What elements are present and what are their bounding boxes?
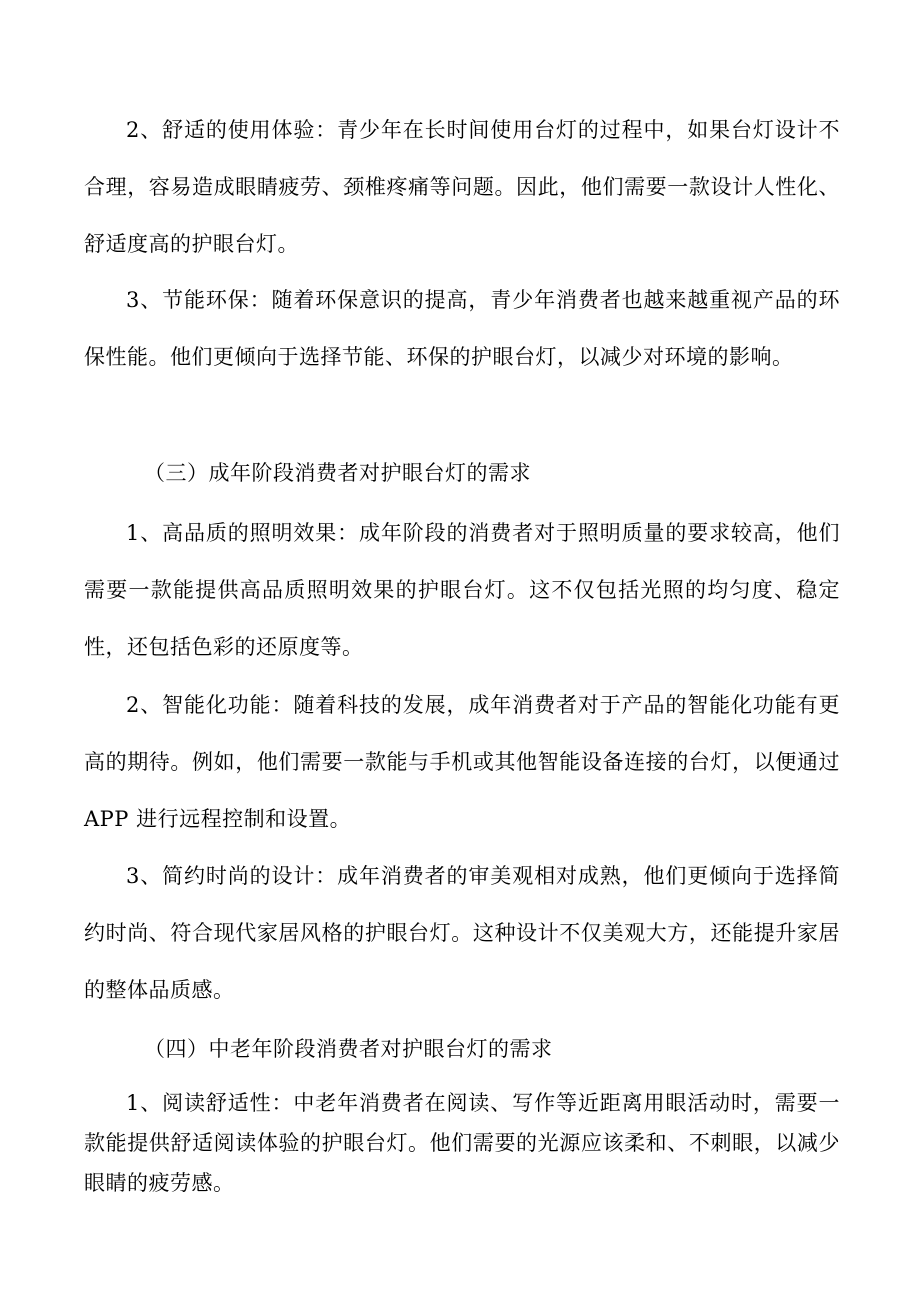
paragraph-energy-saving: 3、节能环保：随着环保意识的提高，青少年消费者也越来越重视产品的环保性能。他们更倾向于选择节能、环保的护眼台灯，以减少对环境的影响。 <box>84 288 840 369</box>
section-heading-elderly-needs: （四）中老年阶段消费者对护眼台灯的需求 <box>144 1037 553 1061</box>
paragraph-reading-comfort: 1、阅读舒适性：中老年消费者在阅读、写作等近距离用眼活动时，需要一款能提供舒适阅读体验的护眼台灯。他们需要的光源应该柔和、不刺眼，以减少眼睛的疲劳感。 <box>84 1091 840 1195</box>
paragraph-comfortable-experience: 2、舒适的使用体验：青少年在长时间使用台灯的过程中，如果台灯设计不合理，容易造成眼睛疲劳、颈椎疼痛等问题。因此，他们需要一款设计人性化、舒适度高的护眼台灯。 <box>84 118 840 256</box>
paragraph-high-quality-lighting: 1、高品质的照明效果：成年阶段的消费者对于照明质量的要求较高，他们需要一款能提供高品质照明效果的护眼台灯。这不仅包括光照的均匀度、稳定性，还包括色彩的还原度等。 <box>84 521 840 659</box>
paragraph-simple-design: 3、简约时尚的设计：成年消费者的审美观相对成熟，他们更倾向于选择简约时尚、符合现代家居风格的护眼台灯。这种设计不仅美观大方，还能提升家居的整体品质感。 <box>84 864 840 1002</box>
section-heading-adult-needs: （三）成年阶段消费者对护眼台灯的需求 <box>144 461 531 485</box>
paragraph-smart-functions: 2、智能化功能：随着科技的发展，成年消费者对于产品的智能化功能有更高的期待。例如，他们需要一款能与手机或其他智能设备连接的台灯，以便通过 APP 进行远程控制和设置。 <box>84 693 840 831</box>
